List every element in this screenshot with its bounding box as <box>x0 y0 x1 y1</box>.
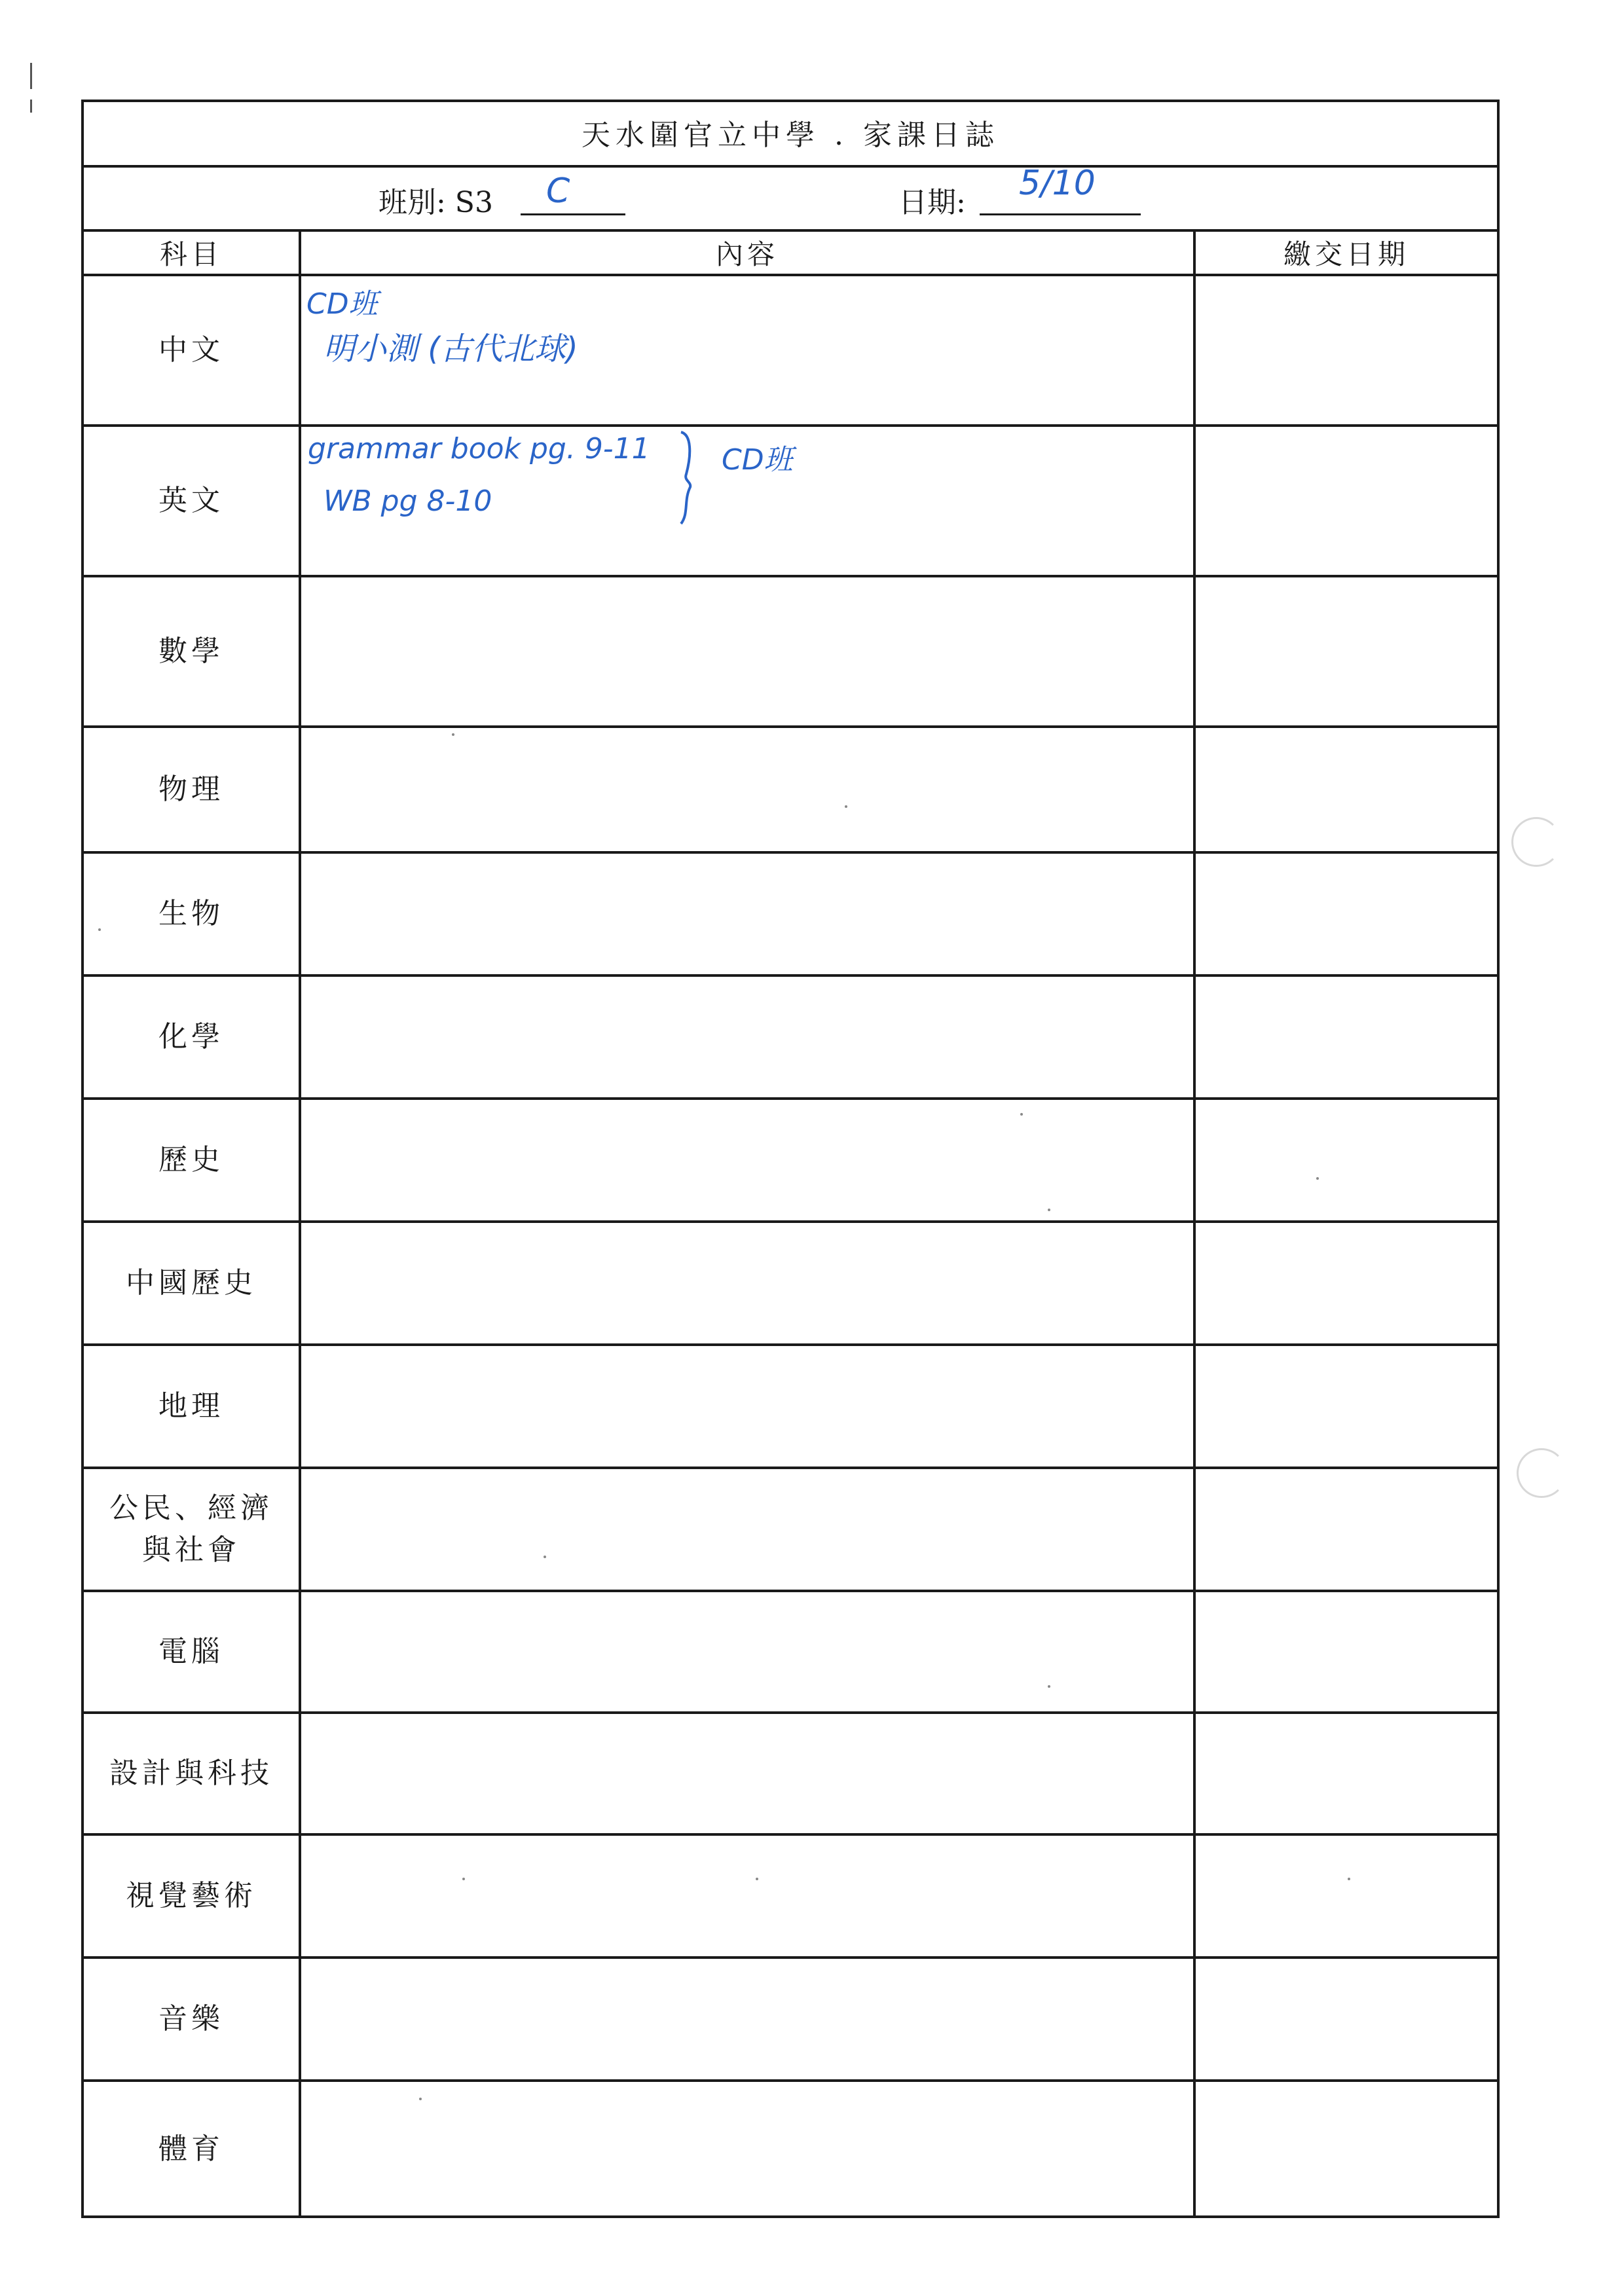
rule-col-subject <box>299 229 301 2218</box>
header-content: 內容 <box>715 238 779 270</box>
subject-chinese: 中文 <box>158 333 224 367</box>
date-label: 日期: <box>898 186 966 219</box>
speck <box>1348 1878 1350 1880</box>
speck <box>419 2098 422 2100</box>
subject-chinese-history: 中國歷史 <box>126 1266 257 1300</box>
subject-pe: 體育 <box>158 2132 224 2166</box>
english-brace <box>674 428 701 526</box>
punch-hole-top <box>1511 817 1561 867</box>
scan-mark <box>30 100 32 113</box>
rule-col-content <box>1193 229 1196 2218</box>
speck <box>845 805 847 808</box>
speck <box>544 1556 546 1558</box>
class-label: 班別: S3 <box>378 186 493 219</box>
subject-design-technology: 設計與科技 <box>109 1757 273 1791</box>
subject-geography: 地理 <box>158 1389 224 1423</box>
speck <box>1048 1685 1050 1688</box>
subject-visual-arts: 視覺藝術 <box>126 1879 257 1913</box>
speck <box>756 1878 758 1880</box>
speck <box>1020 1113 1023 1116</box>
english-entry-workbook: WB pg 8-10 <box>323 484 492 518</box>
english-entry-grammar: grammar book pg. 9-11 <box>308 432 650 465</box>
speck <box>452 733 454 736</box>
subject-english: 英文 <box>158 484 224 518</box>
chinese-entry-task: 明小測 (古代北球) <box>323 331 578 367</box>
subject-history: 歷史 <box>158 1143 224 1177</box>
header-due-date: 繳交日期 <box>1283 238 1409 270</box>
punch-hole-bottom <box>1517 1448 1566 1498</box>
subject-chemistry: 化學 <box>158 1020 224 1054</box>
scan-mark <box>30 63 32 89</box>
subject-physics: 物理 <box>158 773 224 807</box>
speck <box>1048 1209 1050 1211</box>
date-value: 5/10 <box>1019 164 1096 203</box>
subject-computer: 電腦 <box>158 1635 224 1669</box>
class-underline <box>521 213 625 215</box>
subject-citizenship: 公民、經濟 與社會 <box>109 1491 273 1567</box>
speck <box>1316 1177 1319 1180</box>
form-title: 天水圍官立中學 . 家課日誌 <box>581 118 999 152</box>
date-underline <box>980 213 1141 215</box>
subject-math: 數學 <box>158 634 224 668</box>
subject-biology: 生物 <box>158 897 224 931</box>
chinese-entry-class: CD班 <box>306 287 378 321</box>
english-entry-class: CD班 <box>722 443 793 477</box>
class-value: C <box>546 172 570 211</box>
speck <box>98 928 101 931</box>
header-subject: 科目 <box>159 238 223 270</box>
subject-music: 音樂 <box>158 2002 224 2036</box>
speck <box>462 1878 465 1880</box>
rule-title <box>81 165 1500 168</box>
